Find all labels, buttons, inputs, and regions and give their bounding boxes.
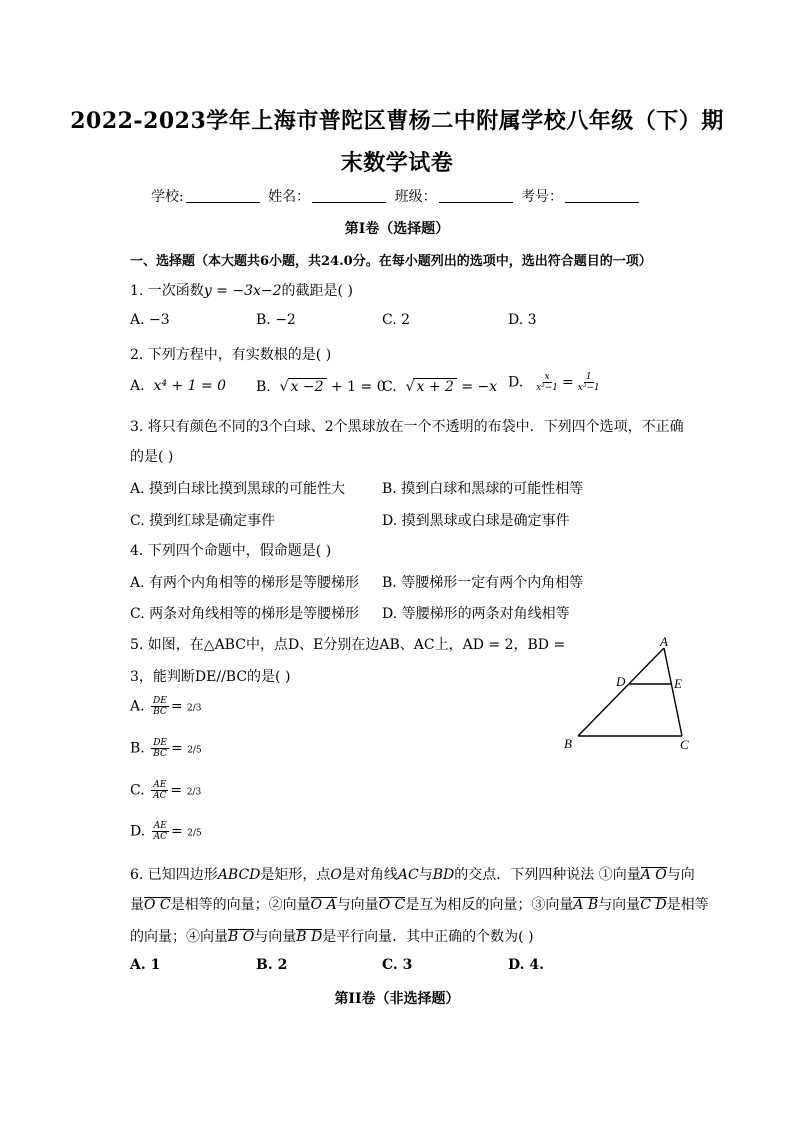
vector-oc: O C [144, 897, 171, 913]
q2-option-c[interactable]: C. √ x + 2 = −x [382, 379, 498, 395]
q6-abcd: ABCD [217, 867, 261, 883]
q5-b-num: DE [153, 738, 167, 748]
vector-ao: A O [640, 867, 667, 883]
q6-option-b[interactable]: B. 2 [256, 957, 288, 973]
question-1 [130, 280, 353, 300]
name-blank[interactable] [312, 190, 386, 203]
q5-option-a[interactable]: A. $\frac{DE}{BC}$ = 2/3 [130, 696, 202, 717]
class-blank[interactable] [439, 190, 513, 203]
q2-d-den-right: x²−1 [577, 383, 600, 393]
q4-option-b[interactable]: B. 等腰梯形一定有两个内角相等 [382, 575, 584, 591]
q5-a-value: 2/3 [187, 703, 202, 714]
q5-d-value: 2/5 [187, 828, 202, 839]
exam-title-line1: 2022-2023学年上海市普陀区曹杨二中附属学校八年级（下）期 [70, 108, 724, 134]
q1-expression: y = −3x−2 [203, 283, 282, 299]
side-ab [578, 648, 664, 736]
q3-option-c[interactable]: C. 摸到红球是确定事件 [130, 513, 276, 529]
triangle-figure [560, 632, 700, 758]
section-1-heading: 第I卷（选择题） [344, 221, 450, 237]
q5-d-den: AC [153, 832, 168, 842]
q2-d-num-right: 1 [585, 372, 592, 382]
q6-bd: BD [432, 867, 455, 883]
q2-d-den-left: x²−1 [536, 383, 559, 393]
q5-a-num: DE [153, 696, 167, 706]
number-blank[interactable] [565, 190, 639, 203]
q3-option-a[interactable]: A. 摸到白球比摸到黑球的可能性大 [130, 481, 346, 497]
q5-a-frac [151, 696, 169, 717]
q5-c-value: 2/3 [186, 787, 202, 798]
q2-option-b[interactable]: B. √ x −2 + 1 = 0 [256, 379, 386, 395]
q6-text: 与 [418, 867, 433, 883]
q2-option-d[interactable]: D. $\frac{x}{\text{x²−1}}$ = $\frac{1}{\text{x²−1}}$ [508, 372, 600, 393]
label-e: E [674, 676, 682, 691]
q6-option-c[interactable]: C. 3 [382, 957, 413, 973]
name-label: 姓名： [268, 189, 311, 205]
q1-option-c[interactable]: C. 2 [382, 312, 411, 328]
q6-text: 与向量 [598, 897, 641, 913]
school-blank[interactable] [186, 190, 260, 203]
q4-option-a[interactable]: A. 有两个内角相等的梯形是等腰梯形 [130, 575, 360, 591]
student-info [0, 186, 794, 206]
q6-option-a[interactable]: A. 1 [130, 957, 161, 973]
q4-option-c[interactable]: C. 两条对角线相等的梯形是等腰梯形 [130, 606, 360, 622]
q6-text: 是相等的向量；②向量 [170, 897, 311, 913]
q6-o: O [330, 867, 342, 883]
class-label: 班级： [394, 189, 437, 205]
q5-b-frac [151, 738, 169, 759]
vector-cd: C D [640, 897, 667, 913]
label-b: B [564, 736, 572, 751]
q6-text: 是相等 [666, 897, 709, 913]
part-1-instructions: 一、选择题（本大题共6小题，共24.0分。在每小题列出的选项中，选出符合题目的一项） [130, 254, 652, 269]
q4-option-d[interactable]: D. 等腰梯形的两条对角线相等 [382, 606, 570, 622]
q5-option-d[interactable]: D. $\frac{AE}{AC}$ = 2/5 [130, 821, 202, 842]
q6-text: 与向 [666, 867, 695, 883]
q6-text: 与向量 [336, 897, 379, 913]
label-c: C [680, 737, 689, 752]
q5-b-den: BC [153, 749, 167, 759]
q2-d-frac-left [534, 372, 560, 393]
q3-option-b[interactable]: B. 摸到白球和黑球的可能性相等 [382, 481, 584, 497]
q6-text: 是互为相反的向量；③向量 [405, 897, 574, 913]
q6-text: 量 [130, 897, 144, 913]
vector-bo: B O [228, 929, 255, 945]
q6-ac: AC [397, 867, 419, 883]
q5-c-num: AE [153, 780, 167, 790]
q1-option-b[interactable]: B. −2 [256, 312, 296, 328]
q2-a-expr: x⁴ + 1 = 0 [153, 378, 227, 394]
q2-c-radicand: x + 2 [413, 378, 456, 395]
q6-text: 6. 已知四边形 [130, 867, 218, 883]
q1-stem-end: 的截距是( ) [281, 283, 353, 299]
q2-d-num-left: x [544, 372, 550, 382]
side-ac [664, 648, 682, 736]
number-label: 考号： [521, 189, 564, 205]
question-2: 2. 下列方程中，有实数根的是( ) [130, 347, 332, 363]
q5-d-num: AE [153, 821, 167, 831]
q1-stem: 1. 一次函数 [130, 283, 204, 299]
q6-text: 的向量；④向量 [130, 929, 228, 945]
q2-c-expr: = −x [461, 379, 498, 395]
q5-a-den: BC [153, 707, 167, 717]
q6-text: 的交点．下列四种说法 ①向量 [454, 867, 641, 883]
q2-b-radicand: x −2 [288, 378, 327, 395]
question-6-line3 [130, 926, 534, 946]
question-3-line1: 3. 将只有颜色不同的3个白球、2个黑球放在一个不透明的布袋中．下列四个选项，不正确 [130, 419, 684, 435]
vector-ab: A B [573, 897, 599, 913]
q5-option-b[interactable]: B. $\frac{DE}{BC}$ = 2/5 [130, 738, 202, 759]
vector-bd: B D [296, 929, 323, 945]
q5-c-frac [151, 780, 168, 801]
q5-option-c[interactable]: C. $\frac{AE}{AC}$ = 2/3 [130, 780, 202, 801]
q5-b-value: 2/5 [187, 745, 202, 756]
q5-d-frac [152, 821, 169, 842]
label-a: A [660, 634, 668, 649]
school-label: 学校: [150, 189, 184, 205]
q3-option-d[interactable]: D. 摸到黑球或白球是确定事件 [382, 513, 570, 529]
label-d: D [616, 674, 626, 689]
question-6-line2 [130, 894, 709, 914]
question-3-line2: 的是( ) [130, 449, 174, 465]
q1-option-a[interactable]: A. −3 [130, 312, 170, 328]
q2-option-a[interactable]: A. x⁴ + 1 = 0 [130, 378, 227, 394]
question-6-line1 [130, 864, 695, 884]
section-2-heading: 第II卷（非选择题） [334, 991, 460, 1007]
exam-title-line2: 末数学试卷 [340, 150, 454, 176]
question-5-line2: 3，能判断DE//BC的是( ) [130, 669, 291, 685]
q6-text: 与向量 [254, 929, 297, 945]
q5-c-den: AC [153, 791, 167, 801]
vector-oa: O A [310, 897, 337, 913]
question-4: 4. 下列四个命题中，假命题是( ) [130, 543, 332, 559]
q6-option-d[interactable]: D. 4. [508, 957, 545, 973]
q1-option-d[interactable]: D. 3 [508, 312, 537, 328]
vector-oc: O C [378, 897, 406, 913]
q2-d-frac-right [576, 372, 602, 393]
q6-text: 是对角线 [341, 867, 398, 883]
question-5-line1: 5. 如图，在△ABC中，点D、E分别在边AB、AC上，AD = 2，BD = [130, 637, 566, 653]
q6-text: 是平行向量．其中正确的个数为( ) [322, 929, 534, 945]
q2-b-expr: + 1 = 0 [331, 379, 386, 395]
q6-text: 是矩形，点 [260, 867, 331, 883]
